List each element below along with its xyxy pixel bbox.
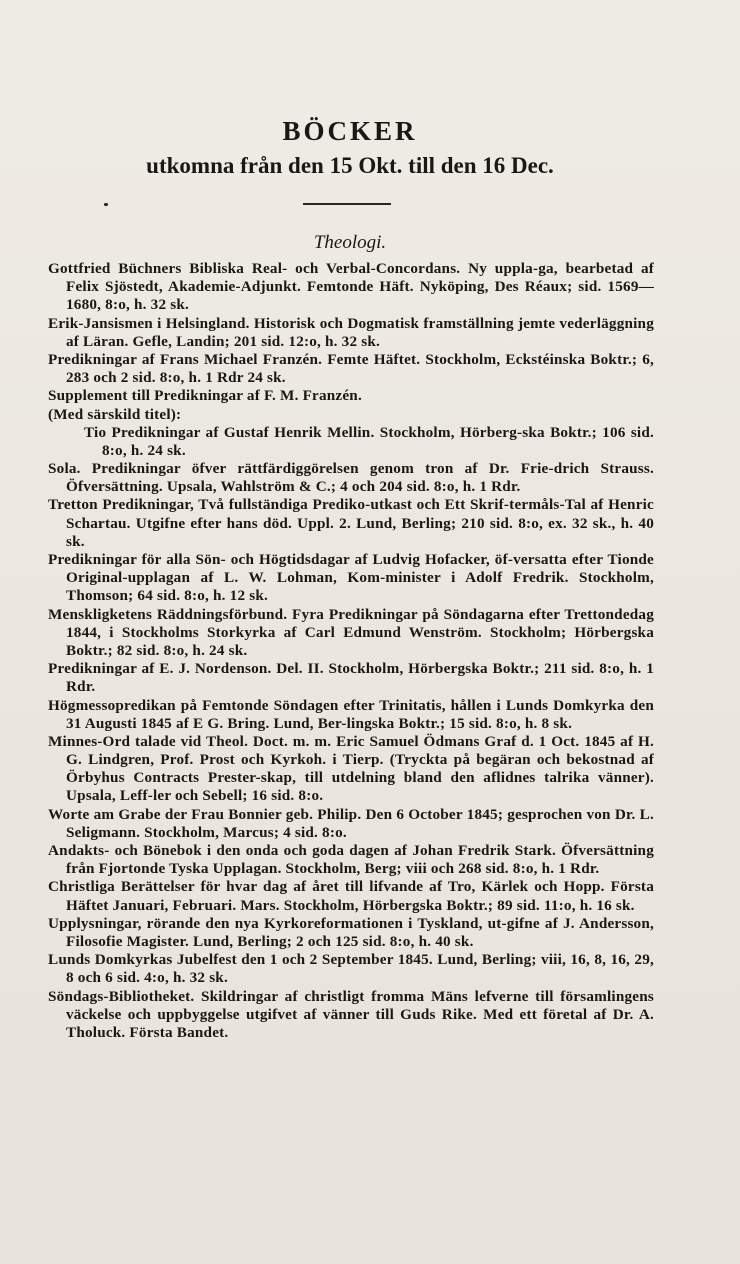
list-item: Worte am Grabe der Frau Bonnier geb. Philip. Den 6 October 1845; gesprochen von Dr. L. Seligmann. Stockholm, Marcus; 4 sid. 8:o.: [48, 805, 654, 841]
list-item: Högmessopredikan på Femtonde Söndagen efter Trinitatis, hållen i Lunds Domkyrka den 31 Augusti 1845 af E G. Bring. Lund, Ber-lingska Boktr.; 15 sid. 8:o, h. 8 sk.: [48, 696, 654, 732]
list-item: Minnes-Ord talade vid Theol. Doct. m. m. Eric Samuel Ödmans Graf d. 1 Oct. 1845 af H. G. Lindgren, Prof. Prost och Kyrkoh. i Tierp. (Tryckta på begäran och bekostnad af Örbyhus Contracts Prester-skap, till utdelning bland den aflidnes talrika vänner). Upsala, Leff-ler och Sebell; 16 sid. 8:o.: [48, 732, 654, 805]
list-item: Söndags-Bibliotheket. Skildringar af christligt fromma Mäns lefverne till församlingens väckelse och uppbyggelse utgifvet af vänner till Guds Rike. Med ett företal af Dr. A. Tholuck. Första Bandet.: [48, 987, 654, 1041]
list-item: Tretton Predikningar, Två fullständiga Prediko-utkast och Ett Skrif-termåls-Tal af Henric Schartau. Utgifne efter hans död. Uppl. 2. Lund, Berling; 210 sid. 8:o, ex. 32 sk., h. 40 sk.: [48, 496, 654, 550]
list-item: Gottfried Büchners Bibliska Real- och Verbal-Concordans. Ny uppla-ga, bearbetad af Felix Sjöstedt, Akademie-Adjunkt. Femtonde Häft. Nyköping, Des Réaux; sid. 1569—1680, 8:o, h. 32 sk.: [48, 260, 654, 314]
list-item: Predikningar för alla Sön- och Högtidsdagar af Ludvig Hofacker, öf-versatta efter Tionde Original-upplagan af L. W. Lohman, Kom-minister i Adolf Fredrik. Stockholm, Thomson; 64 sid. 8:o, h. 12 sk.: [48, 551, 654, 605]
page-subtitle: utkomna från den 15 Okt. till den 16 Dec.: [146, 153, 554, 178]
page-title: BÖCKER: [282, 116, 418, 146]
list-item: Erik-Jansismen i Helsingland. Historisk och Dogmatisk framställning jemte vederläggning af Läran. Gefle, Landin; 201 sid. 12:o, h. 32 sk.: [48, 314, 654, 350]
ink-speck: [104, 203, 108, 206]
list-item: Christliga Berättelser för hvar dag af året till lifvande af Tro, Kärlek och Hopp. Första Häftet Januari, Februari. Mars. Stockholm, Hörbergska Boktr.; 89 sid. 11:o, h. 16 sk.: [48, 878, 654, 914]
section-heading: Theologi.: [313, 232, 387, 253]
list-item: Predikningar af E. J. Nordenson. Del. II. Stockholm, Hörbergska Boktr.; 211 sid. 8:o, h. 1 Rdr.: [48, 660, 654, 696]
list-item: Predikningar af Frans Michael Franzén. Femte Häftet. Stockholm, Eckstéinska Boktr.; 6, 283 och 2 sid. 8:o, h. 1 Rdr 24 sk.: [48, 350, 654, 387]
list-item-note: (Med särskild titel):: [48, 405, 182, 423]
title-divider: [303, 203, 391, 205]
list-item: Supplement till Predikningar af F. M. Franzén.: [48, 387, 362, 405]
list-item: Upplysningar, rörande den nya Kyrkoreformationen i Tyskland, ut-gifne af J. Andersson, Filosofie Magister. Lund, Berling; 2 och 125 sid. 8:o, h. 40 sk.: [48, 914, 654, 950]
list-item: Andakts- och Bönebok i den onda och goda dagen af Johan Fredrik Stark. Öfversättning från Fjortonde Tyska Upplagan. Stockholm, Berg; viii och 268 sid. 8:o, h. 1 Rdr.: [48, 842, 654, 878]
list-item: Lunds Domkyrkas Jubelfest den 1 och 2 September 1845. Lund, Berling; viii, 16, 8, 16, 29, 8 och 6 sid. 4:o, h. 32 sk.: [48, 951, 654, 987]
list-item: Sola. Predikningar öfver rättfärdiggörelsen genom tron af Dr. Frie-drich Strauss. Öfversättning. Upsala, Wahlström & C.; 4 och 204 sid. 8:o, h. 1 Rdr.: [48, 460, 654, 496]
bibliography-list: [48, 260, 654, 1042]
list-item: Menskligketens Räddningsförbund. Fyra Predikningar på Söndagarna efter Trettondedag 1844, i Stockholms Storkyrka af Carl Edmund Wenström. Stockholm; Hörbergska Boktr.; 82 sid. 8:o, h. 24 sk.: [48, 605, 654, 659]
list-item-sub: Tio Predikningar af Gustaf Henrik Mellin. Stockholm, Hörberg-ska Boktr.; 106 sid. 8:o, h. 24 sk.: [84, 423, 654, 459]
